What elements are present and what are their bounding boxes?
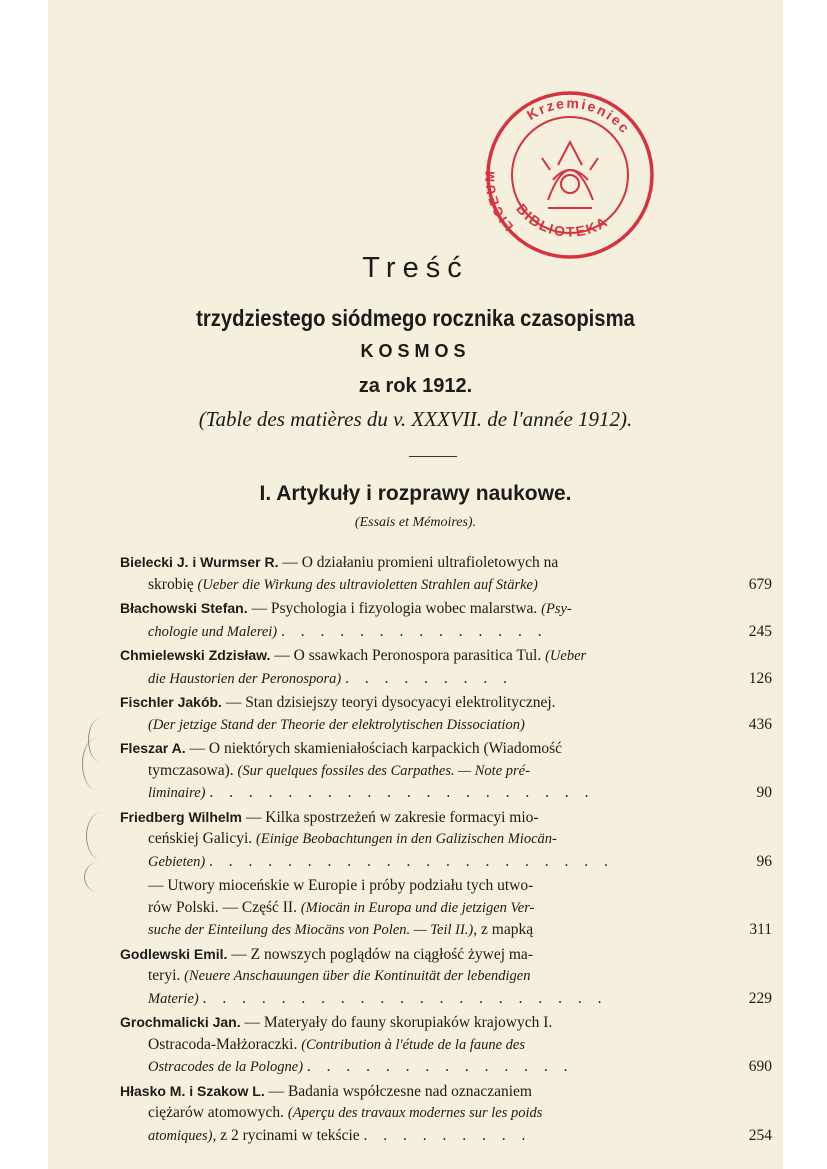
pencil-mark bbox=[82, 738, 111, 790]
entry-text: — O ssawkach Peronospora parasitica Tul. bbox=[270, 647, 546, 664]
toc-entry bbox=[120, 1012, 772, 1079]
entry-french: (Contribution à l'étude de la faune des bbox=[301, 1036, 525, 1053]
french-title: (Table des matières du v. XXXVII. de l'année 1912). bbox=[198, 407, 633, 431]
entry-text: , z mapką bbox=[473, 921, 534, 938]
toc-entry bbox=[120, 645, 772, 690]
page-number: 690 bbox=[748, 1058, 772, 1075]
page-number: 679 bbox=[748, 575, 772, 593]
entry-french: atomiques) bbox=[148, 1127, 213, 1144]
entry-author: Bielecki J. i Wurmser R. bbox=[120, 554, 279, 570]
page-number: 126 bbox=[748, 669, 772, 687]
svg-text:LICEUM bbox=[482, 169, 516, 234]
page-subtitle: trzydziestego siódmego rocznika czasopisma bbox=[196, 305, 635, 331]
entry-text: Utwory mioceńskie w Europie i próby podziału tych utwo- bbox=[163, 877, 534, 894]
entry-french: die Haustorien der Peronospora) bbox=[148, 670, 342, 687]
section-title: I. Artykuły i rozprawy naukowe. bbox=[259, 482, 572, 505]
entry-author: Grochmalicki Jan. bbox=[120, 1014, 241, 1030]
stamp-emblem bbox=[542, 142, 598, 208]
page-title: Treść bbox=[362, 252, 469, 284]
entry-text: tymczasowa). bbox=[148, 761, 238, 779]
entry-text: — Badania współczesne nad oznaczaniem bbox=[264, 1082, 532, 1100]
entry-french: (Miocän in Europa und die jetzigen Ver- bbox=[300, 899, 535, 916]
pencil-mark bbox=[84, 862, 113, 892]
toc-entry bbox=[120, 944, 772, 1011]
entry-author: Hłasko M. i Szakow L. bbox=[120, 1082, 265, 1099]
entry-author: Fischler Jakób. bbox=[120, 694, 222, 710]
entry-text: — Kilka spostrzeżeń w zakresie formacyi mio- bbox=[242, 808, 539, 826]
stamp-text-left: LICEUM bbox=[482, 168, 517, 235]
entry-french: chologie und Malerei) bbox=[148, 623, 278, 640]
journal-name: KOSMOS bbox=[360, 341, 471, 361]
entry-text: — Stan dzisiejszy teoryi dysocyacyi elektrolitycznej. bbox=[221, 694, 556, 711]
pencil-mark bbox=[86, 812, 117, 860]
entry-french: (Neuere Anschauungen über die Kontinuität der lebendigen bbox=[184, 968, 531, 984]
entry-text: — O działaniu promieni ultrafioletowych na bbox=[278, 554, 559, 571]
toc-entry bbox=[120, 807, 772, 874]
leader-dots: . . . . . . . . . . . . . . . . . . . . . bbox=[209, 852, 614, 870]
library-stamp bbox=[478, 80, 658, 270]
entry-author: Błachowski Stefan. bbox=[120, 600, 248, 616]
entry-french: (Psy- bbox=[541, 601, 572, 617]
entry-french: Materie) bbox=[148, 990, 199, 1007]
stamp-text-top: Krzemieniec bbox=[523, 94, 634, 138]
entry-author: — bbox=[148, 877, 164, 894]
leader-dots: . . . . . . . . . bbox=[363, 1126, 532, 1144]
page-number: 90 bbox=[756, 784, 772, 801]
toc-entry bbox=[120, 875, 772, 942]
entry-author: Godlewski Emil. bbox=[120, 945, 228, 962]
document-page bbox=[48, 0, 783, 1169]
entry-text: — Materyały do fauny skorupiaków krajowych I. bbox=[240, 1014, 553, 1031]
entry-text: — O niektórych skamieniałościach karpackich (Wiadomość bbox=[185, 740, 563, 757]
entry-text: Ostracoda-Małżoraczki. bbox=[148, 1035, 302, 1053]
leader-dots: . . . . . . . . . . . . . . bbox=[281, 622, 548, 640]
entry-text: , z 2 rycinami w tekście bbox=[212, 1126, 360, 1144]
page-number: 254 bbox=[748, 1126, 772, 1144]
toc-entry bbox=[120, 552, 772, 596]
leader-dots: . . . . . . . . . . . . . . . . . . . . bbox=[209, 784, 595, 801]
page-number: 311 bbox=[749, 921, 772, 938]
toc-entry bbox=[120, 1081, 772, 1148]
svg-text:Krzemieniec bbox=[524, 95, 634, 137]
toc-entry bbox=[120, 598, 772, 643]
entry-french: liminaire) bbox=[148, 785, 206, 801]
entry-text: rów Polski. — Część II. bbox=[148, 898, 301, 916]
entry-french: Gebieten) bbox=[148, 853, 206, 870]
year-line: za rok 1912. bbox=[358, 375, 473, 397]
entry-text: — Psychologia i fizyologia wobec malarstwa. bbox=[247, 600, 542, 617]
page-number: 245 bbox=[748, 622, 772, 640]
entry-author: Friedberg Wilhelm bbox=[120, 808, 243, 825]
entry-french: (Aperçu des travaux modernes sur les poids bbox=[287, 1105, 543, 1121]
entry-french: (Einige Beobachtungen in den Galizischen Miocän- bbox=[256, 831, 557, 847]
entry-author: Fleszar A. bbox=[120, 740, 186, 756]
svg-text:BIBLIOTEKA bbox=[513, 200, 611, 239]
entry-text: — Z nowszych poglądów na ciągłość żywej ma- bbox=[227, 945, 533, 963]
entry-text: teryi. bbox=[148, 967, 185, 984]
leader-dots: . . . . . . . . . bbox=[345, 669, 513, 687]
entry-french: (Ueber bbox=[545, 648, 587, 664]
toc-entry bbox=[120, 692, 772, 736]
entry-text: ceńskiej Galicyi. bbox=[148, 830, 257, 847]
entry-french: (Sur quelques fossiles des Carpathes. — Note pré- bbox=[237, 762, 530, 779]
entry-french: suche der Einteilung des Miocäns von Polen. — Teil II.) bbox=[148, 922, 474, 938]
entry-french: (Ueber die Wirkung des ultravioletten Strahlen auf Stärke) bbox=[197, 576, 538, 593]
section-subtitle: (Essais et Mémoires). bbox=[354, 515, 477, 530]
entry-french: Ostracodes de la Pologne) bbox=[148, 1059, 304, 1075]
entry-text: ciężarów atomowych. bbox=[148, 1104, 288, 1121]
divider-rule bbox=[409, 456, 457, 457]
entry-author: Chmielewski Zdzisław. bbox=[120, 647, 271, 663]
toc-entry bbox=[120, 738, 772, 805]
toc-entries bbox=[120, 552, 772, 1147]
page-number: 436 bbox=[748, 715, 772, 733]
page-number: 229 bbox=[748, 989, 772, 1007]
entry-french: (Der jetzige Stand der Theorie der elektrolytischen Dissociation) bbox=[148, 716, 525, 733]
page-number: 96 bbox=[756, 852, 772, 870]
leader-dots: . . . . . . . . . . . . . . . . . . . . . bbox=[202, 989, 608, 1007]
stamp-text-bottom: BIBLIOTEKA bbox=[513, 200, 612, 240]
entry-text: skrobię bbox=[148, 575, 198, 593]
leader-dots: . . . . . . . . . . . . . . bbox=[306, 1058, 574, 1075]
